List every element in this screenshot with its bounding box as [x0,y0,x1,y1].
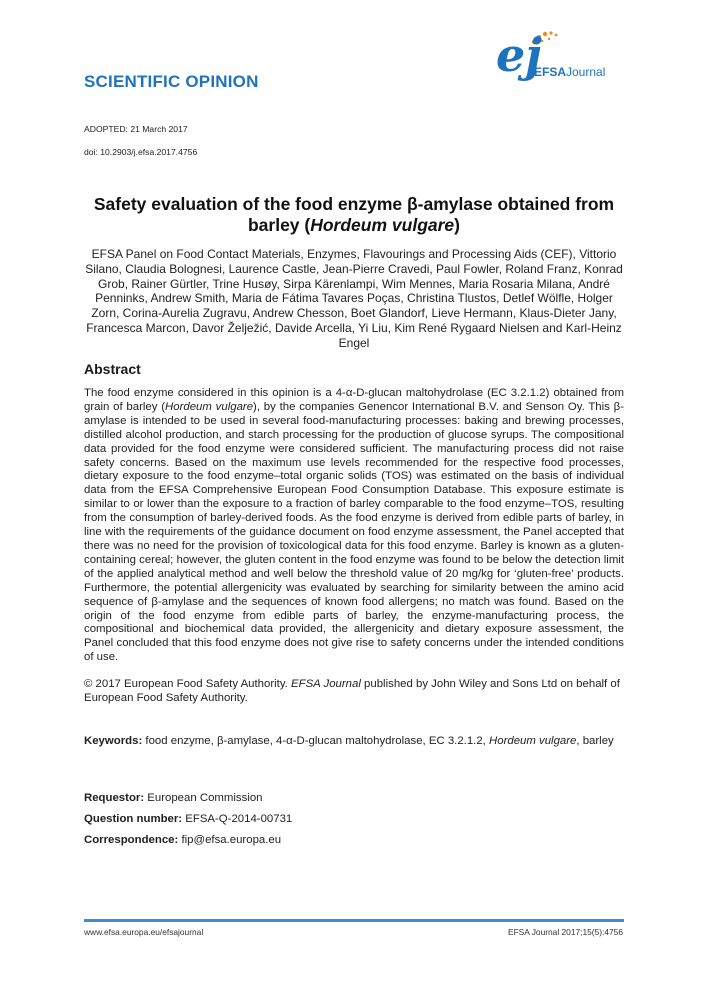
correspondence-email[interactable]: fip@efsa.europa.eu [178,834,282,846]
logo-mark: ej [496,28,542,82]
footer-citation: EFSA Journal 2017;15(5):4756 [507,927,623,937]
copyright-post: published by John Wiley and Sons Ltd on behalf of European Food Safety Authority. [84,678,620,704]
keywords-end: , barley [576,735,614,747]
logo-journal: Journal [566,65,606,79]
copyright-journal: EFSA Journal [291,678,361,690]
keywords-label: Keywords: [84,735,143,747]
keywords-species: Hordeum vulgare [489,735,577,747]
article-title [84,194,624,236]
logo-brand: EFSA [534,65,567,79]
requestor-value: European Commission [144,792,263,804]
efsa-journal-logo [496,28,626,88]
correspondence [84,834,281,846]
section-label: SCIENTIFIC OPINION [84,72,259,91]
correspondence-label: Correspondence: [84,834,179,846]
abstract-heading: Abstract [84,361,141,377]
title-text: Safety evaluation of the food enzyme β-amylase obtained from barley ( [93,194,615,235]
abstract-part-1: The food enzyme considered in this opinion is a 4-α-D-glucan maltohydrolase (EC 3.2.1.2) obtained from grain of barley ( [84,387,624,413]
keywords [84,734,624,748]
title-close: ) [454,215,460,235]
doi: doi: 10.2903/j.efsa.2017.4756 [84,147,198,157]
copyright-pre: © 2017 European Food Safety Authority. [84,678,292,690]
footer-divider [84,919,624,922]
requestor [84,792,263,804]
title-species: Hordeum vulgare [310,215,455,235]
abstract-text [84,387,624,665]
copyright-notice [84,677,624,705]
question-number [84,813,292,825]
abstract-species: Hordeum vulgare [165,400,254,413]
author-list: EFSA Panel on Food Contact Materials, Enzymes, Flavourings and Processing Aids (CEF), Vittorio Silano, Claudia Bolognesi, Laurence Castle, Jean-Pierre Cravedi, Paul Fowler, Roland Franz, Konrad Grob, Rainer Gürtler, Trine Husøy, Sirpa Kärenlampi, Wim Mennes, Maria Rosaria Milana, André Penninks, Andrew Smith, Maria de Fátima Tavares Poças, Christina Tlustos, Detlef Wölfle, Holger Zorn, Corina-Aurelia Zugravu, Andrew Chesson, Boet Glandorf, Lieve Hermann, Klaus-Dieter Jany, Francesca Marcon, Davor Želježić, Davide Arcella, Yi Liu, Kim René Rygaard Nielsen and Karl-Heinz Engel [85,247,623,350]
footer-url[interactable]: www.efsa.europa.eu/efsajournal [84,927,204,937]
requestor-label: Requestor: [84,792,145,804]
keywords-list: food enzyme, β-amylase, 4-α-D-glucan maltohydrolase, EC 3.2.1.2, [142,735,490,747]
question-number-value: EFSA-Q-2014-00731 [182,813,293,825]
abstract-part-2: ), by the companies Genencor International B.V. and Senson Oy. This β-amylase is intended to be used in several food-manufacturing processes: baking and brewing processes, distilled alcohol production, and starch processing for the production of glucose syrups. The compositional data provided for the food enzyme were considered sufficient. The manufacturing process did not raise safety concerns. Based on the maximum use levels recommended for the respective food processes, dietary exposure to the food enzyme–total organic solids (TOS) was estimated on the basis of individual data from the EFSA Comprehensive European Food Consumption Database. This exposure estimate is similar to or lower than the exposure to a fraction of barley comparable to the food enzyme–TOS, resulting from the consumption of barley-derived foods. As the food enzyme is derived from edible parts of barley, in line with the requirements of the guidance document on food enzyme assessment, the Panel accepted that there was no need for the provision of toxicological data for this food enzyme. Barley is known as a gluten-containing cereal; however, the gluten content in the food enzyme was found to be below the detection limit of the applied analytical method and well below the threshold value of 20 mg/kg for ‘gluten-free’ products. Furthermore, the potential allergenicity was evaluated by searching for similarity between the amino acid sequence of β-amylase and the sequences of known food allergens; no match was found. Based on the origin of the food enzyme from edible parts of barley, the enzyme-manufacturing process, the compositional and biochemical data provided, the allergenicity and dietary exposure assessment, the Panel concluded that this food enzyme does not give rise to safety concerns under the intended conditions of use. [84,400,624,664]
adopted-date: ADOPTED: 21 March 2017 [84,124,188,134]
question-number-label: Question number: [84,813,183,825]
